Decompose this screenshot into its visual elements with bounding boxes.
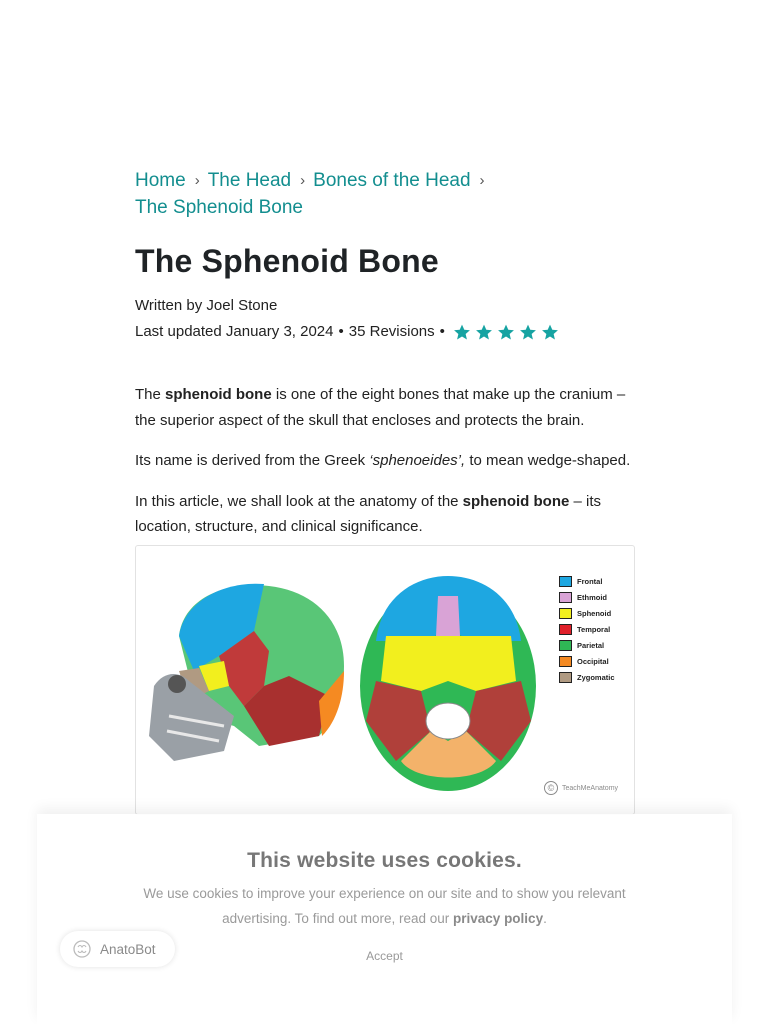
breadcrumb-bones-link[interactable]: Bones of the Head — [313, 170, 471, 191]
breadcrumb-home-link[interactable]: Home — [135, 170, 186, 191]
legend-item — [559, 573, 615, 589]
article-meta — [135, 322, 635, 342]
rating-stars[interactable] — [452, 323, 560, 342]
anatobot-button[interactable] — [60, 931, 175, 967]
legend-item — [559, 589, 615, 605]
skull-bones-figure[interactable] — [135, 545, 635, 815]
main-content — [135, 168, 635, 555]
legend-label: Sphenoid — [577, 608, 612, 618]
star-icon — [474, 323, 494, 342]
revisions-count[interactable]: 35 Revisions — [348, 323, 435, 340]
legend-item — [559, 605, 615, 621]
legend-swatch — [559, 576, 572, 587]
copyright-text: TeachMeAnatomy — [562, 784, 619, 792]
cookie-title: This website uses cookies. — [247, 849, 522, 872]
legend-label: Ethmoid — [577, 592, 607, 602]
legend-swatch — [559, 640, 572, 651]
legend-swatch — [559, 608, 572, 619]
article-body — [135, 382, 635, 540]
last-updated: Last updated January 3, 2024 — [135, 323, 334, 340]
legend-item — [559, 637, 615, 653]
chevron-right-icon: › — [194, 172, 200, 189]
breadcrumb-head-link[interactable]: The Head — [207, 170, 292, 191]
article-paragraph: In this article, we shall look at the anatomy of the sphenoid bone – its location, structure, and clinical significance. — [135, 492, 602, 535]
meta-separator: • — [439, 323, 445, 340]
breadcrumb-current-link[interactable]: The Sphenoid Bone — [135, 197, 303, 218]
legend-item — [559, 653, 615, 669]
article-paragraph: Its name is derived from the Greek ‘sphenoeides’, to mean wedge-shaped. — [135, 452, 631, 469]
chevron-right-icon: › — [300, 172, 306, 189]
legend-swatch — [559, 672, 572, 683]
article-paragraph: The sphenoid bone is one of the eight bones that make up the cranium – the superior aspect of the skull that encloses and protects the brain. — [135, 386, 626, 429]
legend-label: Frontal — [577, 576, 603, 586]
anatobot-label: AnatoBot — [100, 941, 156, 957]
legend-swatch — [559, 624, 572, 635]
chevron-right-icon: › — [479, 172, 485, 189]
legend-label: Occipital — [577, 656, 609, 666]
star-icon — [518, 323, 538, 342]
legend-label: Zygomatic — [577, 672, 615, 682]
legend-label: Temporal — [577, 624, 611, 634]
copyright-mark — [544, 781, 618, 795]
privacy-policy-link[interactable]: privacy policy — [453, 911, 544, 926]
brain-icon — [72, 939, 92, 959]
figure-legend — [559, 573, 615, 685]
skull-base-illustration — [356, 571, 541, 791]
cookie-banner — [37, 814, 732, 1024]
legend-swatch — [559, 592, 572, 603]
breadcrumb — [135, 168, 635, 221]
legend-item — [559, 621, 615, 637]
copyright-icon: © — [544, 781, 558, 795]
meta-separator: • — [338, 323, 344, 340]
star-icon — [540, 323, 560, 342]
star-icon — [496, 323, 516, 342]
lateral-skull-illustration — [139, 576, 354, 766]
legend-swatch — [559, 656, 572, 667]
legend-label: Parietal — [577, 640, 605, 650]
accept-cookies-button[interactable]: Accept — [366, 949, 403, 963]
cookie-description: We use cookies to improve your experience on our site and to show you relevant advertising. To find out more, read our privacy policy. — [143, 886, 626, 926]
author-byline: Written by Joel Stone — [135, 297, 278, 314]
star-icon — [452, 323, 472, 342]
page-title: The Sphenoid Bone — [135, 243, 439, 279]
legend-item — [559, 669, 615, 685]
